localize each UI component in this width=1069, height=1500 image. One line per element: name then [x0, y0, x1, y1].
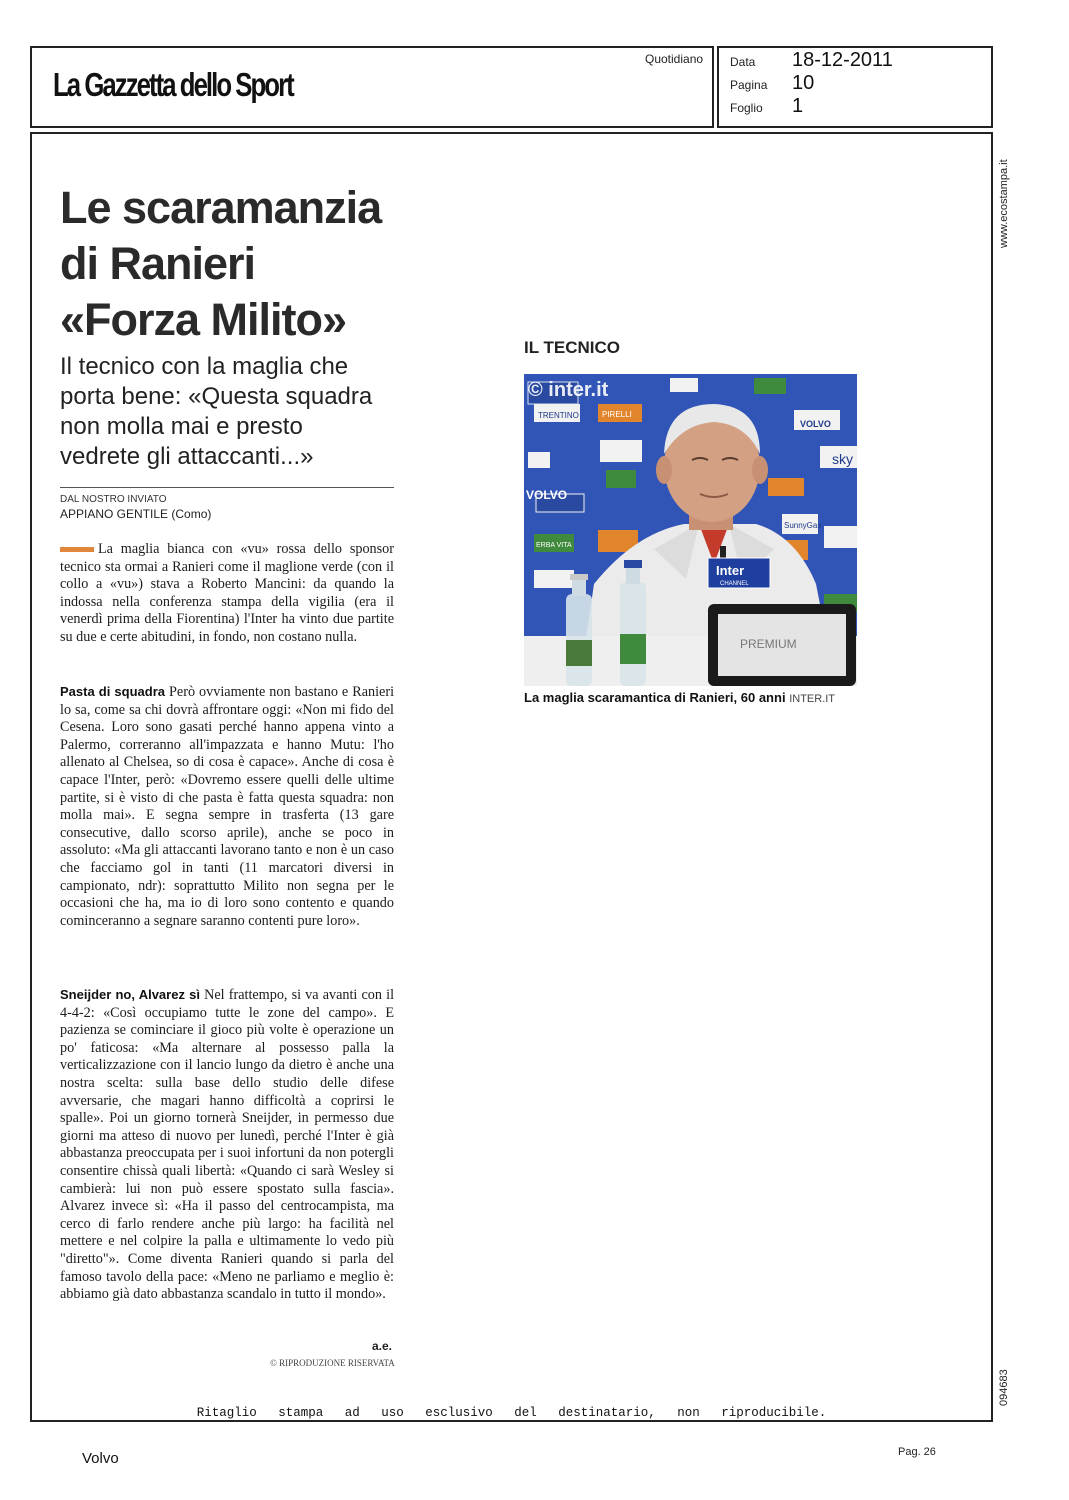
byline-label: DAL NOSTRO INVIATO: [60, 494, 167, 505]
headline: [60, 180, 440, 348]
client-brand: Volvo: [82, 1450, 119, 1467]
caption-text: La maglia scaramantica di Ranieri, 60 anni: [524, 690, 786, 705]
sheet-value: 1: [792, 95, 804, 117]
headline-line: Le scaramanzia: [60, 182, 382, 233]
newspaper-logo: La Gazzetta dello Sport: [53, 66, 293, 103]
author-initials: a.e.: [372, 1339, 393, 1353]
subheadline: [60, 352, 400, 472]
board-logo: ERBA VITA: [536, 542, 572, 549]
copyright-notice: © RIPRODUZIONE RISERVATA: [270, 1358, 395, 1368]
photo-caption: [524, 690, 835, 705]
page-label: Pagina: [730, 78, 768, 92]
board-logo: SunnyGas: [784, 521, 822, 530]
publication-type: Quotidiano: [645, 52, 704, 66]
press-conference-photo: [524, 374, 857, 686]
board-logo: VOLVO: [800, 419, 831, 429]
date-label: Data: [730, 55, 756, 69]
paragraph-label: Pasta di squadra: [60, 684, 165, 699]
photo-credit: INTER.IT: [789, 693, 836, 705]
mic-logo: Inter: [716, 563, 745, 578]
subhead-line: non molla mai e presto: [60, 413, 303, 440]
paragraph-text: Nel frattempo, si va avanti con il 4-4-2: «Così occupiamo tutte le zone del campo». E pazienza se cominciare il gioco più volte è operazione un po' faticosa: «Ma alternare al possesso palla la verticalizzazione con il lancio lungo da dietro è anche una nostra scelta: sulla base dello studio delle difese avversarie, che magari hanno difficoltà a coprirsi le spalle». Poi un giorno tornerà Sneijder, in permesso due giorni ma atteso di nuovo per lunedì, perché l'Inter è già abbastanza preoccupata per i suoi infortuni da non potergli consentire chissà quali libertà: «Quando ci sarà Wesley si cambierà: lui non può essere spostato sulla fascia». Alvarez invece sì: «Ha il passo del centrocampista, ma cerco di farlo rendere anche più largo: ha facilità nel mettere e nel colpire la palla e ultimamente lo vedo più "diretto"». Come diventa Ranieri quando si parla del famoso tavolo della pace: «Meno ne parliamo e meglio è: abbiamo già dato abbastanza scandalo in tutto il mondo».: [60, 987, 395, 1303]
board-logo: TRENTINO: [538, 411, 579, 420]
headline-line: «Forza Milito»: [60, 294, 347, 345]
website-watermark: www.ecostampa.it: [998, 159, 1010, 248]
photo-illustration: [524, 374, 857, 686]
paragraph-pasta: [60, 683, 394, 930]
subhead-line: Il tecnico con la maglia che: [60, 353, 349, 380]
subhead-line: porta bene: «Questa squadra: [60, 383, 373, 410]
paragraph-text: La maglia bianca con «vu» rossa dello sponsor tecnico sta ormai a Ranieri come il maglione verde (con il collo a «vu») stava a Roberto Mancini: da quando la indossa nella conferenza stampa della vigilia (era il venerdì prima della Fiorentina) l'Inter ha vinto due partite su due e certe abitudini, in fondo, non costano nulla.: [60, 541, 394, 645]
mic-sublogo: CHANNEL: [720, 581, 749, 587]
headline-line: di Ranieri: [60, 238, 256, 289]
photo-kicker: IL TECNICO: [524, 338, 621, 357]
paragraph-label: Sneijder no, Alvarez sì: [60, 987, 200, 1002]
subhead-line: vedrete gli attaccanti...»: [60, 443, 314, 470]
disclaimer: Ritaglio stampa ad uso esclusivo del destinatario, non riproducibile.: [196, 1406, 827, 1420]
page-value: 10: [792, 72, 815, 94]
photo-watermark: © inter.it: [528, 379, 609, 401]
paragraph-text: Però ovviamente non bastano e Ranieri lo sa, come sa chi dovrà affrontare oggi: «Non mi fido del Cesena. Loro sono gasati perché hanno appena vinto a Palermo, correranno all'impazzata e hanno Mutu: l'ho allenato al Chelsea, so di cosa è capace». Anche di cosa è capace l'Inter, però: «Dovremo essere quelli delle ultime partite, si è visto di che pasta è fatta questa squadra: non molla mai». E segna sempre in trasferta (13 gare consecutive, dallo scorso aprile), anche se poco in assoluto: «Ma gli attaccanti lavorano tanto e non è un caso che facciamo gol in tanti (11 marcatori diversi in campionato, ndr): soprattutto Milito non segna per le occasioni che ha, ma io di loro sono contento e quando cominceranno a segnare saranno contenti pure loro».: [60, 684, 395, 929]
date-value: 18-12-2011: [792, 49, 893, 71]
sheet-label: Foglio: [730, 101, 763, 115]
document-code: 094683: [998, 1369, 1010, 1406]
divider: [60, 487, 394, 488]
lead-marker: [60, 547, 94, 552]
byline-location: APPIANO GENTILE (Como): [60, 507, 212, 521]
paragraph-sneijder: [60, 986, 394, 1304]
board-logo: sky: [832, 451, 853, 467]
board-logo: PIRELLI: [602, 410, 632, 419]
board-logo: VOLVO: [526, 488, 568, 502]
paragraph-lead: [60, 541, 394, 647]
page-number: Pag. 26: [898, 1446, 936, 1458]
screen-logo: PREMIUM: [740, 637, 797, 651]
